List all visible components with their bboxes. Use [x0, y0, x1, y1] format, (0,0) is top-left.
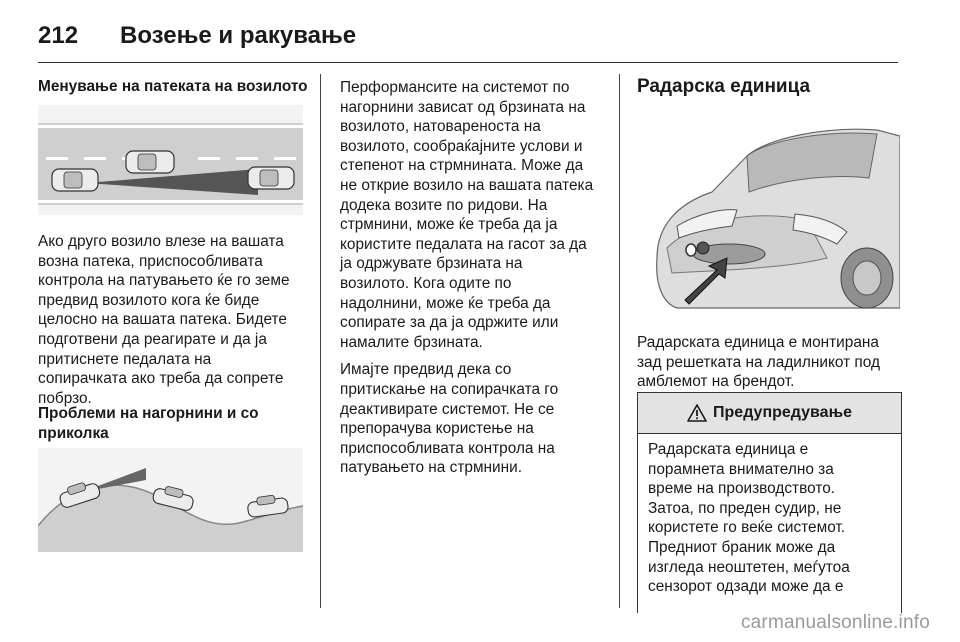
watermark-text: carmanualsonline.info: [740, 612, 930, 633]
text-line: користете го веќе системот.: [648, 519, 846, 537]
text-line: Проблеми на нагорнини и со: [38, 405, 259, 422]
text-line: возилото, сообраќајните услови и: [340, 137, 583, 155]
text-line: приспособливата контрола на: [340, 439, 555, 457]
section-title-hills: [38, 404, 308, 443]
text-line: нагорнини зависат од брзината на: [340, 98, 586, 116]
text-line: приколка: [38, 424, 109, 442]
warning-header: [638, 393, 901, 434]
text-line: порамнета внимателно за: [648, 460, 834, 478]
text-line: контрола на патувањето ќе го земе: [38, 272, 290, 290]
middle-column: [340, 78, 612, 478]
text-line: намалите брзината.: [340, 333, 483, 351]
text-line: време на производството.: [648, 480, 836, 498]
text-line: возна патека, приспособливата: [38, 252, 263, 270]
text-line: Имајте предвид дека со: [340, 361, 512, 379]
hills-drawing: [38, 448, 303, 552]
lane-change-illustration: [38, 105, 303, 215]
car-own: [52, 169, 98, 191]
text-line: изгледа неоштетен, меѓутоа: [648, 558, 850, 576]
text-line: Радарската единица е монтирана: [637, 334, 879, 351]
text-line: целосно на вашата патека. Бидете: [38, 311, 287, 329]
text-line: Радарската единица е: [648, 441, 809, 458]
text-line: надолнини, може ќе треба да: [340, 294, 551, 312]
lane-change-paragraph: [38, 232, 308, 408]
text-line: сопирате за да ја одржите или: [340, 314, 559, 332]
page-title: Возење и ракување: [120, 22, 357, 49]
text-line: возилото, натовареноста на: [340, 118, 541, 136]
lane-change-drawing: [38, 105, 303, 215]
text-line: Перформансите на системот по: [340, 79, 570, 96]
warning-triangle-icon: [687, 404, 707, 422]
text-line: притискање на сопирачката го: [340, 380, 559, 398]
radar-caption: [637, 333, 907, 392]
column-divider-2: [619, 74, 620, 608]
car-ahead: [248, 167, 294, 189]
text-line: возилото. Кога одите по: [340, 274, 512, 292]
car-front-drawing: [637, 108, 900, 318]
text-line: побрзо.: [38, 389, 92, 407]
text-line: Предниот браник може да: [648, 538, 836, 556]
text-line: ја одржувате брзината на: [340, 255, 523, 273]
warning-box: [637, 392, 902, 613]
text-line: подготвени да реагирате и да ја: [38, 330, 267, 348]
header-rule: [38, 62, 898, 63]
text-line: амблемот на брендот.: [637, 373, 795, 391]
text-line: препорачува користење на: [340, 420, 534, 438]
text-line: зад решетката на ладилникот под: [637, 353, 880, 371]
section-title-lane-change: Менување на патеката на возилото: [38, 78, 308, 95]
hills-illustration: [38, 448, 303, 552]
radar-unit-illustration: [637, 108, 900, 318]
text-line: Затоа, по преден судир, не: [648, 499, 842, 517]
text-line: сензорот одзади може да е: [648, 578, 844, 596]
text-line: додека возите по ридови. На: [340, 196, 548, 214]
text-line: сопирачката ако треба да сопрете: [38, 370, 284, 388]
text-line: Ако друго возило влезе на вашата: [38, 233, 284, 250]
car-merging: [126, 151, 174, 173]
text-line: степенот на стрмнината. Може да: [340, 157, 584, 175]
section-title-radar: Радарска единица: [637, 76, 811, 97]
page-number: 212: [38, 22, 79, 49]
page-header: [38, 14, 918, 54]
text-line: предвид возилото кога ќе биде: [38, 291, 260, 309]
warning-title: Предупредување: [713, 404, 852, 421]
text-line: не открие возило на вашата патека: [340, 176, 594, 194]
text-line: патувањето на стрмнини.: [340, 459, 522, 477]
text-line: користите педалата на гасот за да: [340, 235, 587, 253]
text-line: стрмнини, може ќе треба да ја: [340, 216, 558, 234]
text-line: притиснете педалата на: [38, 350, 212, 368]
warning-body: [638, 434, 901, 597]
text-line: деактивирате системот. Не се: [340, 400, 555, 418]
column-divider-1: [320, 74, 321, 608]
